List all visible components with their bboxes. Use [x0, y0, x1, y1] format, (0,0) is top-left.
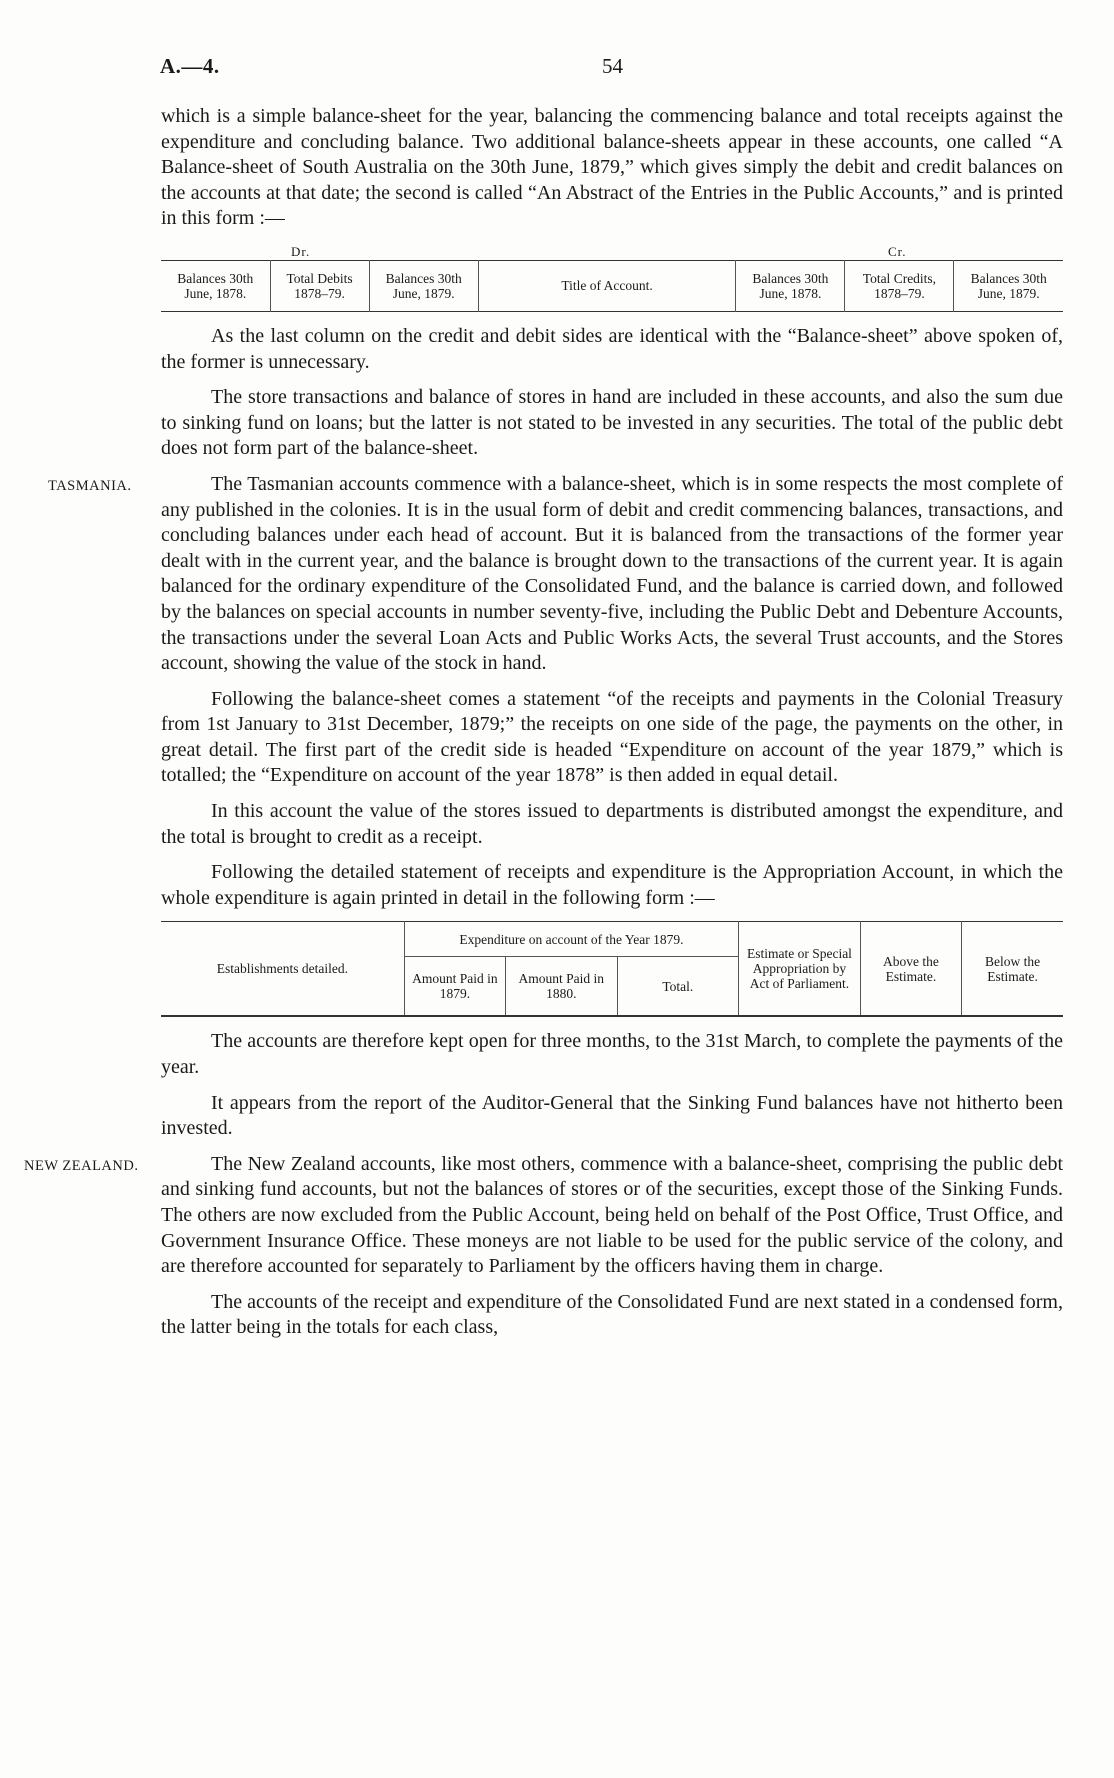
page-header [160, 54, 1060, 84]
appropriation-form-table [161, 921, 1063, 1017]
table-header-row [161, 260, 1063, 311]
column-header: Total. [617, 957, 739, 1017]
credit-label: Cr. [888, 243, 907, 259]
page-body [24, 104, 1063, 1351]
column-header: Amount Paid in 1879. [404, 957, 505, 1017]
paragraph: The store transactions and balance of stores in hand are included in these accounts, and also the sum due to sinking fund on loans; but the latter is not stated to be invested in any securities. The total of the public debt does not form part of the balance-sheet. [161, 386, 1063, 460]
paragraph-text: The Tasmanian accounts commence with a balance-sheet, which is in some respects the most complete of any published in the colonies. It is in the usual form of debit and credit commencing balances, transactions, and concluding balances under each head of account. But it is balanced from the transactions of the former year dealt with in the current year, and the balance is brought down to the transactions of the current year. It is again balanced for the ordinary expenditure of the Consolidated Fund, and the balance is carried down, and followed by the balances on special accounts in number seventy-five, including the Public Debt and Debenture Accounts, the transactions under the several Loan Acts and Public Works Acts, the several Trust accounts, and the Stores account, showing the value of the stock in hand. [161, 472, 1063, 675]
column-header: Establishments detailed. [216, 961, 348, 977]
column-header: Balances 30th June, 1879. [369, 260, 478, 311]
table-header-row [161, 922, 1063, 957]
paragraph: Following the detailed statement of receipts and expenditure is the Appropriation Account, in which the whole expenditure is again printed in detail in the following form :— [161, 861, 1063, 909]
paragraph: It appears from the report of the Auditor-General that the Sinking Fund balances have not hitherto been invested. [161, 1091, 1063, 1140]
paragraph-new-zealand [24, 1152, 1063, 1280]
sidenote-tasmania: TASMANIA. [48, 477, 132, 494]
paragraph: Following the balance-sheet comes a statement “of the receipts and payments in the Colonial Treasury from 1st January to 31st December, 1879;” the receipts on one side of the page, the payments on the other, in great detail. The first part of the credit side is headed “Expenditure on account of the year 1879,” which is totalled; the “Expenditure on account of the year 1878” is then added in equal detail. [161, 687, 1063, 787]
paragraph-tasmania [48, 472, 1063, 677]
column-header: Above the Estimate. [860, 922, 961, 1017]
sidenote-new-zealand: NEW ZEALAND. [24, 1157, 139, 1174]
column-header: Total Debits 1878–79. [270, 260, 369, 311]
column-header: Estimate or Special Appropriation by Act of Parliament. [739, 922, 861, 1017]
paragraph: The accounts of the receipt and expenditure of the Consolidated Fund are next stated in a condensed form, the latter being in the totals for each class, [161, 1290, 1063, 1339]
page-number: 54 [602, 54, 623, 78]
column-header: Balances 30th June, 1879. [954, 260, 1063, 311]
paragraph: In this account the value of the stores issued to departments is distributed amongst the expenditure, and the total is brought to credit as a receipt. [161, 800, 1063, 848]
column-header: Total Credits, 1878–79. [845, 260, 954, 311]
debit-credit-labels [161, 240, 1063, 260]
paragraph: which is a simple balance-sheet for the year, balancing the commencing balance and total receipts against the expenditure and concluding balance. Two additional balance-sheets appear in these accounts, one called “A Balance-sheet of South Australia on the 30th June, 1879,” which gives simply the debit and credit balances on the accounts at that date; the second is called “An Abstract of the Entries in the Public Accounts,” and is printed in this form :— [161, 105, 1063, 230]
column-header: Below the Estimate. [962, 922, 1063, 1017]
abstract-form-table [161, 260, 1063, 312]
column-header: Balances 30th June, 1878. [177, 270, 254, 301]
column-header: Balances 30th June, 1878. [736, 260, 845, 311]
paragraph: The accounts are therefore kept open for three months, to the 31st March, to complete the payments of the year. [161, 1030, 1063, 1079]
paragraph: As the last column on the credit and debit sides are identical with the “Balance-sheet” above spoken of, the former is unnecessary. [161, 324, 1063, 373]
paragraph-text: The New Zealand accounts, like most others, commence with a balance-sheet, comprising the public debt and sinking fund accounts, but not the balances of stores or of the securities, except those of the Sinking Funds. The others are now excluded from the Public Account, being held on behalf of the Post Office, Trust Office, and Government Insurance Office. These moneys are not liable to be used for the public service of the colony, and are therefore accounted for separately to Parliament by the officers having them in charge. [161, 1152, 1063, 1278]
column-header: Title of Account. [478, 260, 736, 311]
column-header: Amount Paid in 1880. [506, 957, 617, 1017]
debit-label: Dr. [291, 243, 311, 259]
group-header: Expenditure on account of the Year 1879. [404, 922, 738, 957]
document-reference: A.—4. [160, 54, 220, 78]
